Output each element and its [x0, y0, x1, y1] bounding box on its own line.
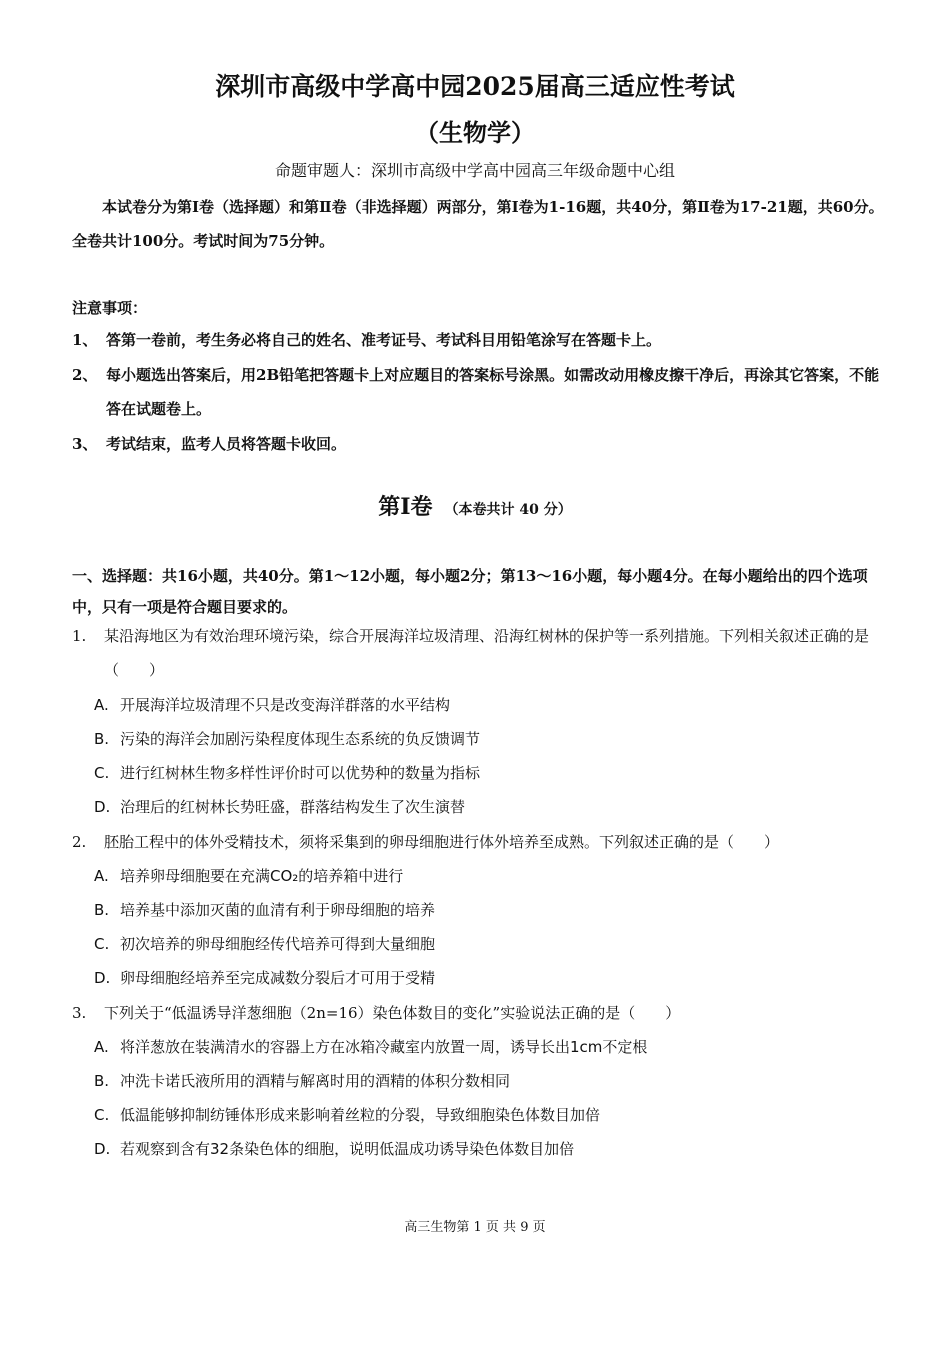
- option-text: 污染的海洋会加剧污染程度体现生态系统的负反馈调节: [120, 730, 481, 748]
- option-label: D.: [94, 969, 111, 987]
- question-number: 3.: [72, 1004, 87, 1022]
- note-text: 考试结束，监考人员将答题卡收回。: [106, 435, 347, 453]
- page-footer: 高三生物第 1 页 共 9 页: [404, 1220, 546, 1235]
- option-label: B.: [94, 901, 110, 919]
- option-item: [94, 760, 884, 786]
- note-text: 答第一卷前，考生务必将自己的姓名、准考证号、考试科目用铅笔涂写在答题卡上。: [106, 331, 662, 349]
- question-number: 1.: [72, 627, 87, 645]
- option-label: B.: [94, 1072, 110, 1090]
- note-item: [72, 358, 884, 426]
- option-label: A.: [94, 1038, 109, 1056]
- option-text: 将洋葱放在装满清水的容器上方在冰箱冷藏室内放置一周，诱导长出1cm不定根: [120, 1038, 648, 1056]
- section-name: 第Ⅰ卷: [378, 494, 433, 520]
- exam-subject: （生物学）: [415, 118, 535, 147]
- option-text: 治理后的红树林长势旺盛，群落结构发生了次生演替: [120, 798, 466, 816]
- option-item: [94, 931, 884, 957]
- option-text: 培养卵母细胞要在充满CO₂的培养箱中进行: [120, 867, 404, 885]
- option-label: D.: [94, 798, 111, 816]
- option-item: [94, 692, 884, 718]
- question-text: 某沿海地区为有效治理环境污染，综合开展海洋垃圾清理、沿海红树林的保护等一系列措施。下列相关叙述正确的是（ ）: [104, 627, 870, 679]
- option-label: A.: [94, 867, 109, 885]
- option-text: 培养基中添加灭菌的血清有利于卵母细胞的培养: [120, 901, 436, 919]
- option-item: [94, 1034, 884, 1060]
- question-stem: [72, 619, 884, 687]
- question-stem: [72, 825, 884, 859]
- option-item: [94, 794, 884, 820]
- option-item: [94, 1102, 884, 1128]
- option-label: D.: [94, 1140, 111, 1158]
- option-label: C.: [94, 935, 110, 953]
- option-text: 初次培养的卵母细胞经传代培养可得到大量细胞: [120, 935, 436, 953]
- option-label: B.: [94, 730, 110, 748]
- option-text: 若观察到含有32条染色体的细胞，说明低温成功诱导染色体数目加倍: [120, 1140, 575, 1158]
- option-label: C.: [94, 764, 110, 782]
- note-number: 3、: [72, 435, 98, 453]
- question-stem: [72, 996, 884, 1030]
- option-text: 进行红树林生物多样性评价时可以优势种的数量为指标: [120, 764, 481, 782]
- option-text: 卵母细胞经培养至完成减数分裂后才可用于受精: [120, 969, 436, 987]
- question-text: 胚胎工程中的体外受精技术，须将采集到的卵母细胞进行体外培养至成熟。下列叙述正确的是（ ）: [104, 833, 780, 851]
- exam-intro: 本试卷分为第Ⅰ卷（选择题）和第Ⅱ卷（非选择题）两部分，第Ⅰ卷为1-16题，共40分，第Ⅱ卷为17-21题，共60分。全卷共计100分。考试时间为75分钟。: [72, 198, 884, 250]
- option-label: C.: [94, 1106, 110, 1124]
- exam-title: 深圳市高级中学高中园2025届高三适应性考试: [215, 72, 735, 101]
- section-score-note: （本卷共计 40 分）: [444, 502, 572, 518]
- section-heading: [0, 490, 950, 527]
- option-item: [94, 1068, 884, 1094]
- question-number: 2.: [72, 833, 87, 851]
- note-item: [72, 323, 884, 357]
- option-text: 冲洗卡诺氏液所用的酒精与解离时用的酒精的体积分数相同: [120, 1072, 511, 1090]
- option-text: 低温能够抑制纺锤体形成来影响着丝粒的分裂，导致细胞染色体数目加倍: [120, 1106, 601, 1124]
- option-item: [94, 1136, 884, 1162]
- option-text: 开展海洋垃圾清理不只是改变海洋群落的水平结构: [120, 696, 451, 714]
- option-item: [94, 726, 884, 752]
- part-one-description: 一、选择题：共16小题，共40分。第1～12小题，每小题2分；第13～16小题，每小题4分。在每小题给出的四个选项中，只有一项是符合题目要求的。: [72, 567, 868, 616]
- option-item: [94, 863, 884, 889]
- note-number: 1、: [72, 331, 98, 349]
- question-text: 下列关于“低温诱导洋葱细胞（2n=16）染色体数目的变化”实验说法正确的是（ ）: [104, 1004, 681, 1022]
- note-item: [72, 427, 884, 461]
- option-label: A.: [94, 696, 109, 714]
- option-item: [94, 897, 884, 923]
- note-number: 2、: [72, 366, 98, 384]
- note-text: 每小题选出答案后，用2B铅笔把答题卡上对应题目的答案标号涂黑。如需改动用橡皮擦干净后，再涂其它答案，不能答在试题卷上。: [106, 366, 880, 418]
- notes-heading: 注意事项：: [72, 299, 148, 317]
- exam-setter: 命题审题人：深圳市高级中学高中园高三年级命题中心组: [274, 161, 675, 180]
- option-item: [94, 965, 884, 991]
